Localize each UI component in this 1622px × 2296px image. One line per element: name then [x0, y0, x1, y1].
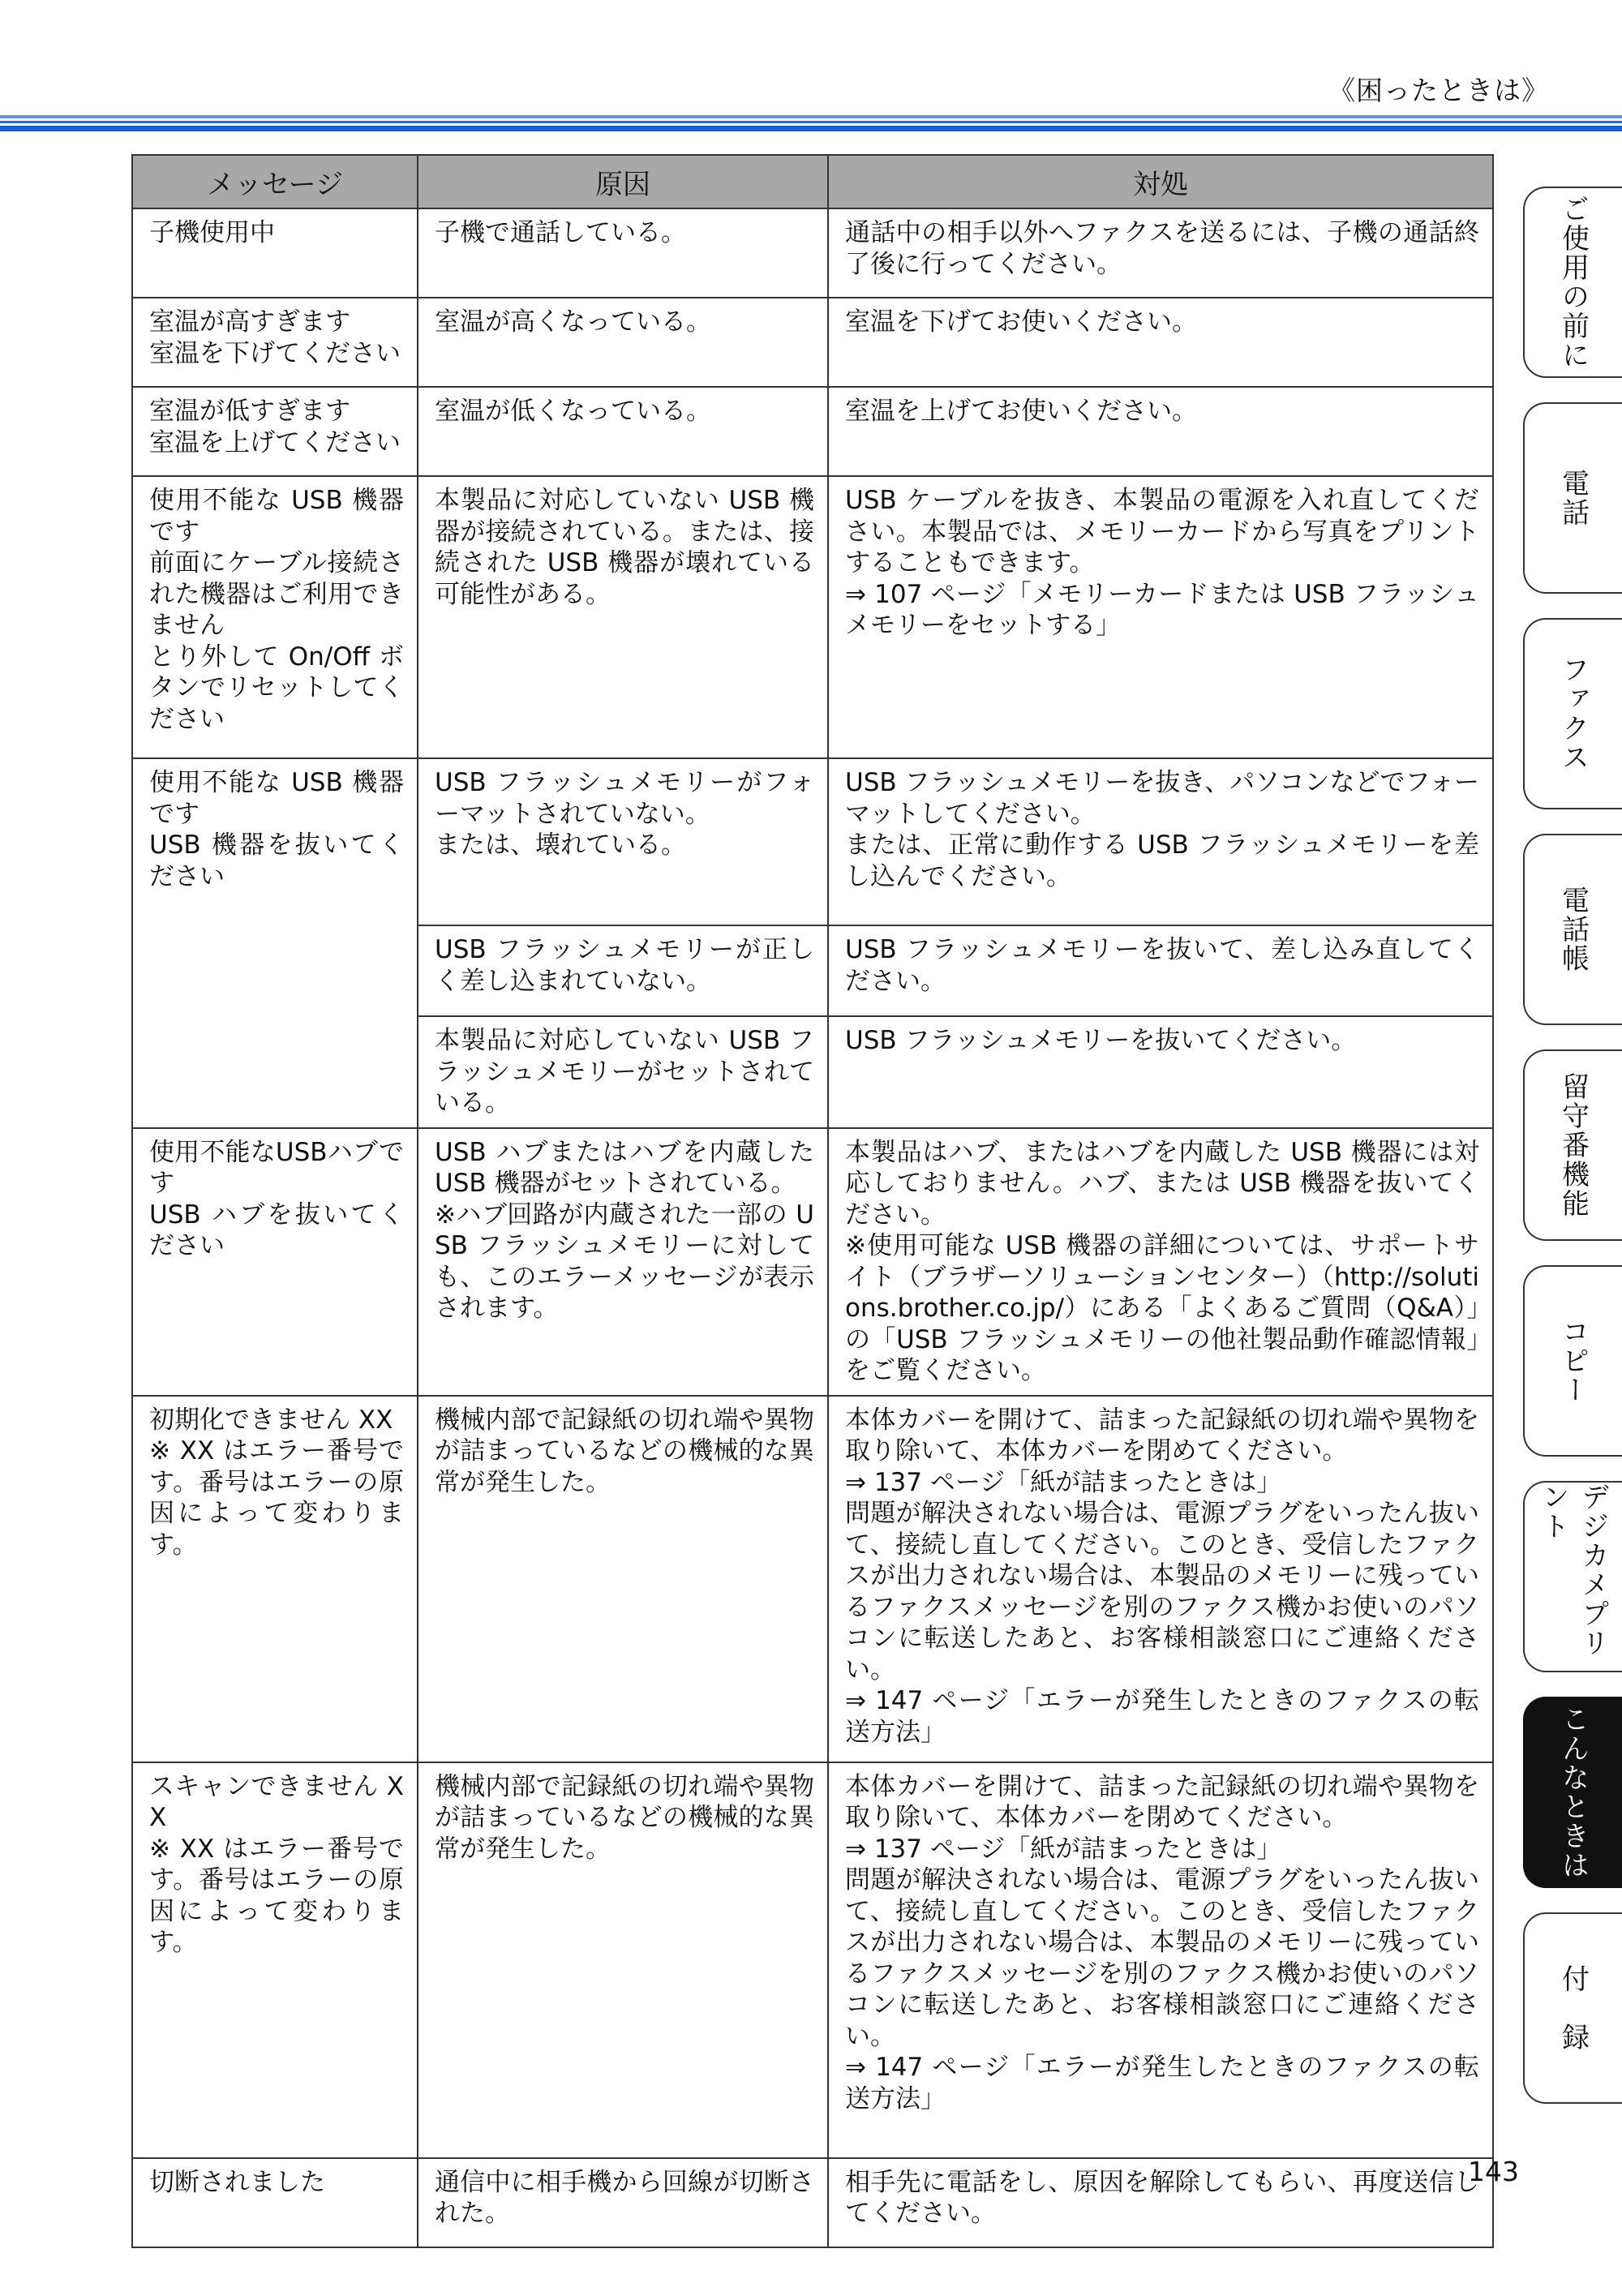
chapter-tab-label: 電話帳: [1556, 886, 1590, 973]
chapter-tab[interactable]: [1523, 1265, 1622, 1457]
message-text: 使用不能な USB 機器です: [149, 486, 404, 547]
cause-text: 機械内部で記録紙の切れ端や異物が詰まっているなどの機械的な異常が発生した。: [435, 1405, 814, 1497]
cause-text: または、壊れている。: [435, 830, 686, 860]
chapter-tab[interactable]: [1523, 402, 1622, 594]
cause-cell: [418, 2158, 828, 2247]
remedy-cell: [828, 476, 1493, 758]
message-cell: [132, 758, 418, 1128]
cause-cell: [418, 476, 828, 758]
message-cell: [132, 298, 418, 387]
chapter-tab[interactable]: [1523, 187, 1622, 378]
cause-cell: [418, 1016, 828, 1128]
message-text: 室温を下げてください: [149, 338, 401, 368]
message-text: 子機使用中: [149, 218, 275, 247]
remedy-text: USB フラッシュメモリーを抜いてください。: [845, 1026, 1357, 1055]
message-text: 使用不能なUSBハブです: [149, 1137, 404, 1198]
remedy-cell: [828, 758, 1493, 925]
cause-cell: [418, 1128, 828, 1396]
table-row: [132, 208, 1493, 298]
column-header-message: メッセージ: [132, 155, 418, 208]
table-row: [132, 298, 1493, 387]
message-text: とり外して On/Off ボタンでリセットしてください: [149, 642, 404, 734]
remedy-text: USB ケーブルを抜き、本製品の電源を入れ直してください。本製品では、メモリーカードから写真をプリントすることもできます。: [845, 486, 1479, 577]
remedy-text: 問題が解決されない場合は、電源プラグをいったん抜いて、接続し直してください。このとき、受信したファクスが出力されない場合は、本製品のメモリーに残っているファクスメッセージを別のファクス機かお使いのパソコンに転送したあと、お客様相談窓口にご連絡ください。: [845, 1499, 1479, 1684]
remedy-cell: [828, 1016, 1493, 1128]
chapter-tab-label: 電話: [1556, 469, 1590, 527]
message-cell: [132, 1128, 418, 1396]
table-row: [132, 476, 1493, 758]
cause-text: USB ハブまたはハブを内蔵した USB 機器がセットされている。: [435, 1137, 814, 1198]
message-text: 室温が低すぎます: [149, 397, 350, 426]
remedy-text: 相手先に電話をし、原因を解除してもらい、再度送信してください。: [845, 2167, 1479, 2228]
remedy-cell: [828, 208, 1493, 298]
table-row: [132, 387, 1493, 476]
message-text: 使用不能な USB 機器です: [149, 768, 404, 829]
remedy-text: 本製品はハブ、またはハブを内蔵した USB 機器には対応しておりません。ハブ、または USB 機器を抜いてください。: [845, 1137, 1479, 1230]
chapter-tab[interactable]: [1523, 1697, 1622, 1888]
message-cell: [132, 476, 418, 758]
message-text: 前面にケーブル接続された機器はご利用できません: [149, 548, 404, 640]
cause-text: USB フラッシュメモリーがフォーマットされていない。: [435, 768, 814, 829]
chapter-tab-label: コピー: [1556, 1317, 1590, 1405]
message-cell: [132, 208, 418, 298]
remedy-text: 通話中の相手以外へファクスを送るには、子機の通話終了後に行ってください。: [845, 218, 1479, 279]
column-header-remedy: 対処: [828, 155, 1493, 208]
section-title: 《困ったときは》: [1328, 75, 1549, 106]
table-row: [132, 758, 1493, 925]
remedy-cell: [828, 1128, 1493, 1396]
header-rule: [0, 115, 1622, 118]
message-cell: [132, 387, 418, 476]
remedy-text: ⇒ 147 ページ「エラーが発生したときのファクスの転送方法」: [845, 1686, 1479, 1747]
cause-text: 本製品に対応していない USB フラッシュメモリーがセットされている。: [435, 1026, 814, 1118]
remedy-text: または、正常に動作する USB フラッシュメモリーを差し込んでください。: [845, 830, 1479, 891]
remedy-text: ⇒ 107 ページ「メモリーカードまたは USB フラッシュメモリーをセットする」: [845, 579, 1479, 640]
cause-text: 室温が高くなっている。: [435, 307, 711, 337]
table-row: [132, 2158, 1493, 2247]
chapter-tab-label: 留守番機能: [1556, 1072, 1590, 1218]
cause-cell: [418, 387, 828, 476]
remedy-text: 室温を下げてお使いください。: [845, 307, 1197, 337]
remedy-text: 問題が解決されない場合は、電源プラグをいったん抜いて、接続し直してください。このとき、受信したファクスが出力されない場合は、本製品のメモリーに残っているファクスメッセージを別のファクス機かお使いのパソコンに転送したあと、お客様相談窓口にご連絡ください。: [845, 1865, 1479, 2051]
remedy-text: 本体カバーを開けて、詰まった記録紙の切れ端や異物を取り除いて、本体カバーを閉めてください。: [845, 1771, 1479, 1832]
message-text: 切断されました: [149, 2167, 325, 2197]
message-text: 室温を上げてください: [149, 427, 401, 457]
cause-cell: [418, 758, 828, 925]
remedy-cell: [828, 2158, 1493, 2247]
message-text: スキャンできません XX: [149, 1771, 404, 1832]
remedy-cell: [828, 1762, 1493, 2158]
remedy-cell: [828, 298, 1493, 387]
column-header-cause: 原因: [418, 155, 828, 208]
remedy-cell: [828, 925, 1493, 1016]
remedy-cell: [828, 387, 1493, 476]
remedy-text: ※使用可能な USB 機器の詳細については、サポートサイト（ブラザーソリューションセンター）（http://solutions.brother.co.jp/）にある「よくあるご質問（Q&A）」の「USB フラッシュメモリーの他社製品動作確認情報」をご覧ください。: [845, 1231, 1479, 1385]
cause-text: 子機で通話している。: [435, 218, 686, 247]
chapter-tab[interactable]: [1523, 1049, 1622, 1241]
message-text: 初期化できません XX: [149, 1405, 393, 1435]
remedy-text: ⇒ 137 ページ「紙が詰まったときは」: [845, 1834, 1282, 1864]
cause-cell: [418, 925, 828, 1016]
header-rule: [0, 121, 1622, 123]
cause-cell: [418, 298, 828, 387]
remedy-text: USB フラッシュメモリーを抜き、パソコンなどでフォーマットしてください。: [845, 768, 1479, 829]
chapter-tab-label: ご使用の前に: [1556, 195, 1590, 370]
message-text: 室温が高すぎます: [149, 307, 350, 337]
remedy-text: ⇒ 137 ページ「紙が詰まったときは」: [845, 1467, 1282, 1497]
cause-cell: [418, 1396, 828, 1762]
message-text: USB 機器を抜いてください: [149, 830, 404, 891]
message-text: USB ハブを抜いてください: [149, 1199, 404, 1260]
cause-cell: [418, 208, 828, 298]
chapter-tab[interactable]: [1523, 834, 1622, 1025]
message-text: ※ XX はエラー番号です。番号はエラーの原因によって変わります。: [149, 1436, 404, 1560]
remedy-text: 本体カバーを開けて、詰まった記録紙の切れ端や異物を取り除いて、本体カバーを閉めてください。: [845, 1405, 1479, 1466]
chapter-tab[interactable]: [1523, 618, 1622, 809]
chapter-tab[interactable]: [1523, 1481, 1622, 1672]
message-cell: [132, 2158, 418, 2247]
cause-cell: [418, 1762, 828, 2158]
cause-text: 室温が低くなっている。: [435, 397, 711, 426]
chapter-tab-label: 付 録: [1556, 1964, 1590, 2052]
error-message-table: [131, 154, 1494, 2248]
remedy-text: 室温を上げてお使いください。: [845, 397, 1197, 426]
chapter-tab-label: こんなときは: [1556, 1705, 1590, 1880]
cause-text: 機械内部で記録紙の切れ端や異物が詰まっているなどの機械的な異常が発生した。: [435, 1771, 814, 1864]
cause-text: USB フラッシュメモリーが正しく差し込まれていない。: [435, 935, 814, 996]
chapter-tab[interactable]: [1523, 1912, 1622, 2104]
table-row: [132, 1396, 1493, 1762]
header-rule: [0, 126, 1622, 131]
chapter-tab-label: ファクス: [1556, 655, 1590, 772]
message-text: ※ XX はエラー番号です。番号はエラーの原因によって変わります。: [149, 1834, 404, 1957]
remedy-cell: [828, 1396, 1493, 1762]
table-row: [132, 1128, 1493, 1396]
cause-text: 本製品に対応していない USB 機器が接続されている。または、接続された USB 機器が壊れている可能性がある。: [435, 486, 814, 609]
table-row: [132, 1762, 1493, 2158]
chapter-tab-label: デジカメプリント: [1537, 1483, 1609, 1658]
message-cell: [132, 1396, 418, 1762]
cause-text: 通信中に相手機から回線が切断された。: [435, 2167, 814, 2228]
page-number: 143: [1468, 2156, 1519, 2187]
remedy-text: ⇒ 147 ページ「エラーが発生したときのファクスの転送方法」: [845, 2053, 1479, 2114]
message-cell: [132, 1762, 418, 2158]
remedy-text: USB フラッシュメモリーを抜いて、差し込み直してください。: [845, 935, 1479, 996]
cause-text: ※ハブ回路が内蔵された一部の USB フラッシュメモリーに対しても、このエラーメッセージが表示されます。: [435, 1199, 814, 1323]
